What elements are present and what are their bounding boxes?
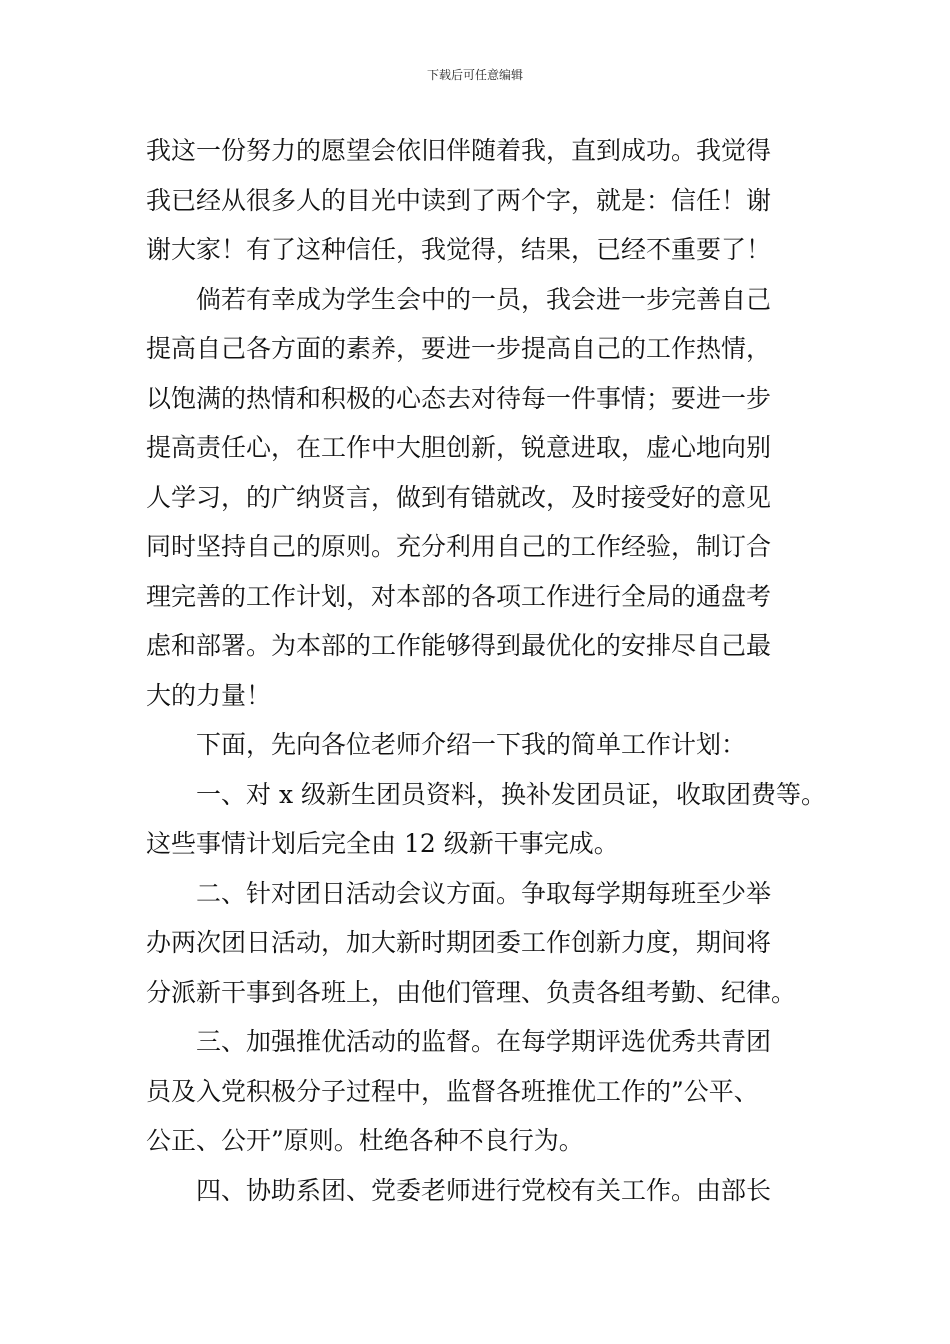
body-line: 提高责任心，在工作中大胆创新，锐意进取，虚心地向别 <box>146 433 772 462</box>
body-line: 我已经从很多人的目光中读到了两个字，就是：信任！谢 <box>146 185 772 215</box>
body-line: 提高自己各方面的素养，要进一步提高自己的工作热情， <box>146 334 772 363</box>
body-line: 下面，先向各位老师介绍一下我的简单工作计划： <box>196 730 747 759</box>
body-line: 一、对 x 级新生团员资料，换补发团员证，收取团费等。 <box>196 779 826 809</box>
body-line: 三、加强推优活动的监督。在每学期评选优秀共青团 <box>196 1027 772 1056</box>
body-line: 我这一份努力的愿望会依旧伴随着我，直到成功。我觉得 <box>146 136 772 165</box>
body-line: 办两次团日活动，加大新时期团委工作创新力度，期间将 <box>146 928 772 957</box>
body-line: 公正、公开”原则。杜绝各种不良行为。 <box>146 1126 584 1155</box>
body-line: 分派新干事到各班上，由他们管理、负责各组考勤、纪律。 <box>146 977 797 1007</box>
body-line: 谢大家！有了这种信任，我觉得，结果，已经不重要了！ <box>146 235 772 264</box>
body-line: 理完善的工作计划，对本部的各项工作进行全局的通盘考 <box>146 581 772 611</box>
body-line: 员及入党积极分子过程中，监督各班推优工作的”公平、 <box>146 1076 759 1106</box>
body-line: 人学习，的广纳贤言，做到有错就改，及时接受好的意见 <box>146 482 772 512</box>
body-line: 同时坚持自己的原则。充分利用自己的工作经验，制订合 <box>146 532 772 561</box>
page-header: 下载后可任意编辑 <box>426 68 523 82</box>
body-line: 大的力量！ <box>146 680 272 710</box>
body-line: 四、协助系团、党委老师进行党校有关工作。由部长 <box>196 1175 772 1205</box>
document-body <box>146 126 826 1215</box>
body-line: 倘若有幸成为学生会中的一员，我会进一步完善自己 <box>196 284 772 314</box>
body-line: 这些事情计划后完全由 12 级新干事完成。 <box>146 829 619 858</box>
body-line: 二、针对团日活动会议方面。争取每学期每班至少举 <box>196 878 772 908</box>
body-line: 虑和部署。为本部的工作能够得到最优化的安排尽自己最 <box>146 631 772 660</box>
body-line: 以饱满的热情和积极的心态去对待每一件事情；要进一步 <box>146 383 772 413</box>
